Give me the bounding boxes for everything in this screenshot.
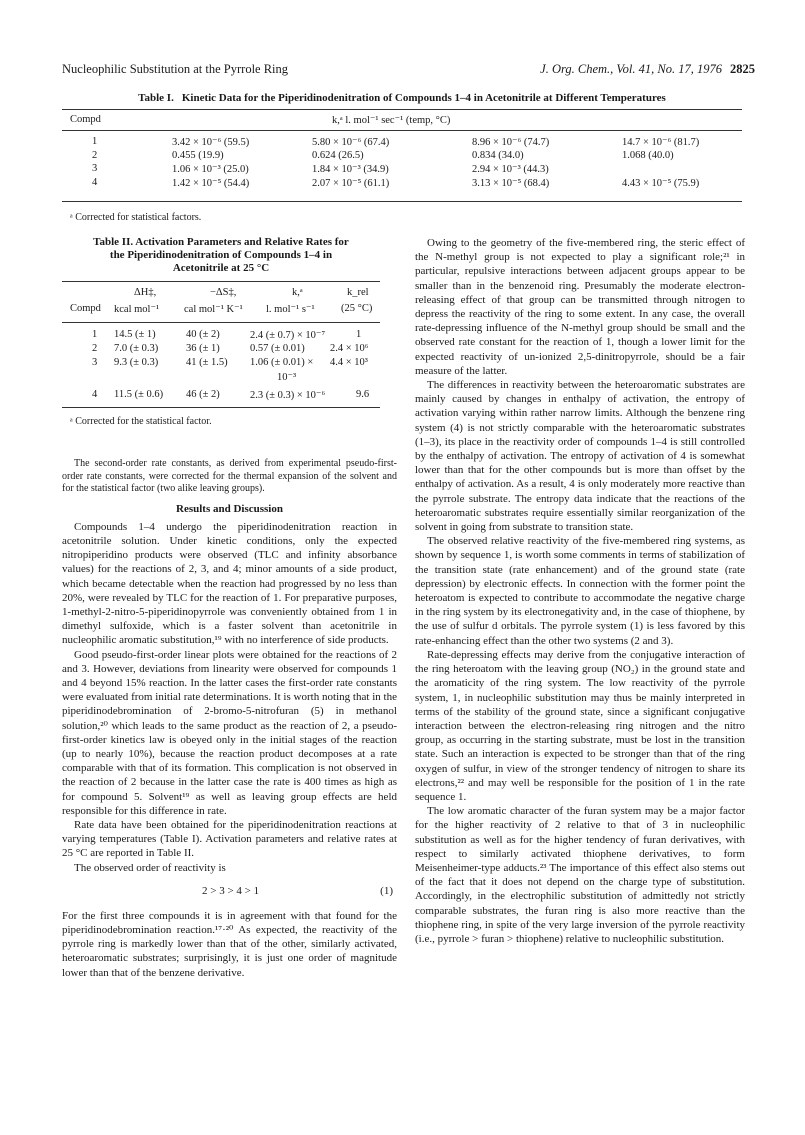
table-2-footnote: ᵃ Corrected for the statistical factor. (70, 416, 212, 427)
table-cell: 0.834 (34.0) (472, 149, 524, 161)
paragraph: Rate-depressing effects may derive from the conjugative interaction of the ring heteroatom with the leaving group (NO₂) in the ground state and the aromaticity of the ring system. The low reactivity of the pyrrole system, 1, in nucleophilic substitution may thus be mainly interpreted in terms of the stability of the ground state, since a significant conjugative interaction between the electron-releasing ring nitrogen and the nitro group, as occurring in the starting substrate, must be lost in the transition state. Such an interaction is expected to be stronger than that of the ring oxygen of sulfur, in view of the stronger tendency of nitrogen to share its electrons,²² and may well be responsible for the position of 1 in the rate sequence 1. (415, 648, 745, 803)
table-1 (62, 92, 742, 223)
table-cell-compd: 4 (92, 176, 98, 188)
table-cell-compd: 4 (92, 389, 98, 400)
paragraph: Owing to the geometry of the five-membered ring, the steric effect of the N-methyl group is not expected to play a significant role;²¹ in particular, repulsive interactions between adjacent groups appear to be smaller than in the benzenoid ring. Presumably the moderate electron-releasing effect of that group can be transmitted through nitrogen to depress the reactivity of the ring to some extent. In any case, the overall rate-depressing influence of the N-methyl group should be small and the observed rate constant for the reaction of 1, though a lower limit for the expected reactivity of un-ionized 2,5-dinitropyrrole, should be a fair measure of the latter. (415, 237, 745, 377)
table-cell: 2.07 × 10⁻⁵ (61.1) (312, 177, 390, 189)
table-row (62, 177, 742, 191)
header-dH: ΔH‡, (134, 287, 157, 298)
table-cell: 0.455 (19.9) (172, 149, 224, 161)
table-row (62, 357, 380, 371)
table-cell: 8.96 × 10⁻⁶ (74.7) (472, 137, 550, 148)
table-row-continuation (62, 371, 380, 385)
header-dS: −ΔS‡, (210, 287, 237, 298)
table-cell: 40 (± 2) (186, 329, 220, 340)
table-row (62, 389, 380, 403)
section-heading: Results and Discussion (176, 502, 283, 515)
table-1-footnote: ᵃ Corrected for statistical factors. (70, 212, 202, 223)
table-cell: 36 (± 1) (186, 343, 220, 354)
table-cell: 2.94 × 10⁻³ (44.3) (472, 164, 549, 175)
table-cell: 9.6 (356, 389, 370, 400)
table-cell: 0.57 (± 0.01) (250, 343, 305, 354)
page-number: 2825 (730, 62, 755, 76)
journal-citation: J. Org. Chem., Vol. 41, No. 17, 1976 (540, 62, 722, 76)
left-column (62, 458, 397, 980)
header-krel-unit: (25 °C) (341, 303, 373, 314)
table-2 (62, 236, 380, 427)
running-header-title: Nucleophilic Substitution at the Pyrrole Ring (62, 62, 289, 76)
table-2-header (62, 282, 380, 322)
experimental-note: The second-order rate constants, as derived from experimental pseudo-first-order rate constants, were corrected for the thermal expansion of the solvent and for the statistical factor (two alike leaving groups). (62, 458, 397, 494)
table-row (62, 163, 742, 177)
table-cell: 2.4 × 10⁶ (330, 343, 369, 354)
table-cell: 1.068 (40.0) (622, 149, 674, 161)
table-cell: 1.06 × 10⁻³ (25.0) (172, 164, 249, 175)
table-cell: 2.4 (± 0.7) × 10⁻⁷ (250, 330, 326, 341)
table-cell-compd: 3 (92, 357, 98, 368)
header-compd: Compd (70, 303, 101, 314)
table-2-title-part: Activation Parameters and Relative Rates for (135, 236, 349, 248)
header-k-unit: l. mol⁻¹ s⁻¹ (266, 304, 315, 315)
equation-number: (1) (380, 884, 393, 897)
table-cell: 14.7 × 10⁻⁶ (81.7) (622, 137, 700, 148)
equation-text: 2 > 3 > 4 > 1 (202, 884, 260, 897)
table-1-body (62, 131, 742, 201)
header-krel: k_rel (347, 287, 369, 298)
table-2-label: Table II. (93, 236, 134, 248)
table-2-title-line-1 (62, 236, 380, 249)
table-2-bottom-rule (62, 407, 380, 408)
paragraph: Compounds 1–4 undergo the piperidinodenitration reaction in acetonitrile solution. Under kinetic conditions, only the expected nitropiperidino products were observed (TLC and infinity absorbance values) for the reactions of 2, 3, and 4; minor amounts of a side product, which became detectable when the reaction had progressed by no less than 20%, were revealed by TLC for the reaction of 1. For preparative purposes, 1-methyl-2-nitro-5-piperidinopyrrole was conveniently obtained from 1 in dimethyl sulfoxide, which is a faster solvent than acetonitrile in nucleophilic aromatic substitution,¹⁹ with no interference of side products. (62, 520, 397, 647)
table-cell: 7.0 (± 0.3) (114, 343, 159, 354)
paragraph: The differences in reactivity between the heteroaromatic substrates are mainly caused by changes in enthalpy of activation, the entropy of activation varying within rather narrow limits. Although the benzene ring system (4) is not strictly comparable with the heteroaromatic substrates (1–3), its place in the reactivity order of compounds 1–4 is still controlled by the enthalpy of activation. The entropy of activation of 4 is somewhat lower than that for the other compounds but is more than offset by the enthalpy of activation. As a result, 4 is only moderately more reactive than the pyrrole substrate. The entropy data indicate that the reactions of the heteroaromatic substrates require essentially similar reorganization of the solvent in going from substrate to transition state. (415, 379, 745, 534)
table-cell: 14.5 (± 1) (114, 329, 156, 340)
table-1-bottom-rule (62, 201, 742, 202)
table-1-header-k: k,ᵃ l. mol⁻¹ sec⁻¹ (temp, °C) (332, 115, 451, 126)
paragraph: Rate data have been obtained for the piperidinodenitration reactions at varying temperatures (Table I). Activation parameters and relative rates at 25 °C are reported in Table II. (62, 818, 397, 860)
table-cell: 0.624 (26.5) (312, 149, 364, 161)
table-row (62, 150, 742, 164)
table-cell: 4.4 × 10³ (330, 357, 368, 368)
table-cell: 41 (± 1.5) (186, 357, 228, 368)
table-cell: 11.5 (± 0.6) (114, 389, 164, 400)
table-cell: 3.13 × 10⁻⁵ (68.4) (472, 177, 550, 189)
header-k: k,ᵃ (292, 287, 303, 298)
table-cell: 1.06 (± 0.01) × (250, 357, 314, 368)
table-2-title-line-2: the Piperidinodenitration of Compounds 1–4 in (109, 249, 333, 261)
table-row (62, 136, 742, 150)
table-cell-compd: 1 (92, 329, 98, 340)
table-2-title-line-3: Acetonitrile at 25 °C (172, 262, 270, 274)
header-dH-unit: kcal mol⁻¹ (114, 304, 160, 315)
table-cell: 4.43 × 10⁻⁵ (75.9) (622, 177, 700, 189)
table-row (62, 343, 380, 357)
table-cell: 3.42 × 10⁻⁶ (59.5) (172, 137, 250, 148)
paragraph: For the first three compounds it is in agreement with that found for the piperidinodebromination reaction.¹⁷·²⁰ As expected, the reactivity of the pyrrole ring is markedly lower than that of the other, similarly activated, heteroaromatic substrates; surprisingly, it is just one order of magnitude lower than that of the benzene derivative. (62, 909, 397, 979)
right-column (415, 236, 745, 946)
header-dS-unit: cal mol⁻¹ K⁻¹ (184, 304, 243, 315)
table-cell: 10⁻³ (277, 372, 297, 383)
paragraph: The low aromatic character of the furan system may be a major factor for the higher reactivity of 2 relative to that of 3 in nucleophilic substitution as well as for the higher tendency of furan derivatives, with respect to similarly activated thiophene derivatives, to form Meisenheimer-type adducts.²³ The importance of this effect also stems out of the fact that it does not depend on the charge type of substitution. Accordingly, in the electrophilic substitution of admittedly not strictly comparable substrates, the furan ring is also more reactive than the thiophene ring, in spite of the very large inversion of the pyrrole reactivity (i.e., pyrrole > furan > thiophene) relative to nucleophilic substitution. (415, 805, 745, 945)
paragraph: The observed order of reactivity is (74, 861, 226, 874)
table-cell: 1.42 × 10⁻⁵ (54.4) (172, 177, 250, 189)
table-row (62, 329, 380, 343)
table-cell: 1.84 × 10⁻³ (34.9) (312, 164, 389, 175)
table-1-label: Table I. (138, 92, 174, 104)
table-cell: 5.80 × 10⁻⁶ (67.4) (312, 137, 390, 148)
equation-1 (62, 881, 397, 903)
table-cell-compd: 2 (92, 343, 98, 354)
table-1-header-compd: Compd (70, 114, 101, 125)
running-header-journal (540, 62, 755, 77)
paragraph: Good pseudo-first-order linear plots were obtained for the reactions of 2 and 3. However, deviations from linearity were observed for compounds 1 and 4 beyond 15% reaction. In the latter cases the first-order rate constants were evaluated from initial rate determinations. It is worth noting that in the piperidinodebromination of 2-bromo-5-nitrofuran (5) in methanol solution,²⁰ which leads to the same product as the reaction of 2, a pseudo-first-order kinetics law is obeyed only in the initial stages of the reaction (up to nearly 10%), because the reaction product decomposes at a rate comparable with that of its formation. This complication is not observed in the reaction of 2 because in the latter case the rate is 400 times as high as for compound 5. Solvent¹⁹ as well as leaving group effects are held responsible for this difference in rate. (62, 648, 397, 817)
table-1-header-row (62, 110, 742, 130)
table-cell-compd: 2 (92, 149, 98, 161)
table-cell: 9.3 (± 0.3) (114, 357, 159, 368)
table-2-caption (62, 236, 380, 275)
table-1-caption (62, 92, 742, 104)
table-cell: 46 (± 2) (186, 389, 220, 400)
table-cell: 2.3 (± 0.3) × 10⁻⁶ (250, 390, 326, 401)
table-1-title: Kinetic Data for the Piperidinodenitration of Compounds 1–4 in Acetonitrile at Different Temperatures (181, 92, 666, 104)
paragraph: The observed relative reactivity of the five-membered ring systems, as shown by sequence 1, is worth some comments in terms of stabilization of the transition state (rate enhancement) and of the ground state (rate depression) by electronic effects. In connection with the former point the heteroatom is expected to contribute to accommodate the negative charge in the ring system by its electronegativity and, in the case of thiophene, by the use of sulfur d orbitals. The pyrrole system (1) is less favored by this rate-enhancing effect than the other two systems (2 and 3). (415, 535, 745, 647)
table-cell-compd: 1 (92, 136, 98, 147)
table-cell-compd: 3 (92, 163, 98, 174)
table-cell: 1 (356, 329, 362, 340)
